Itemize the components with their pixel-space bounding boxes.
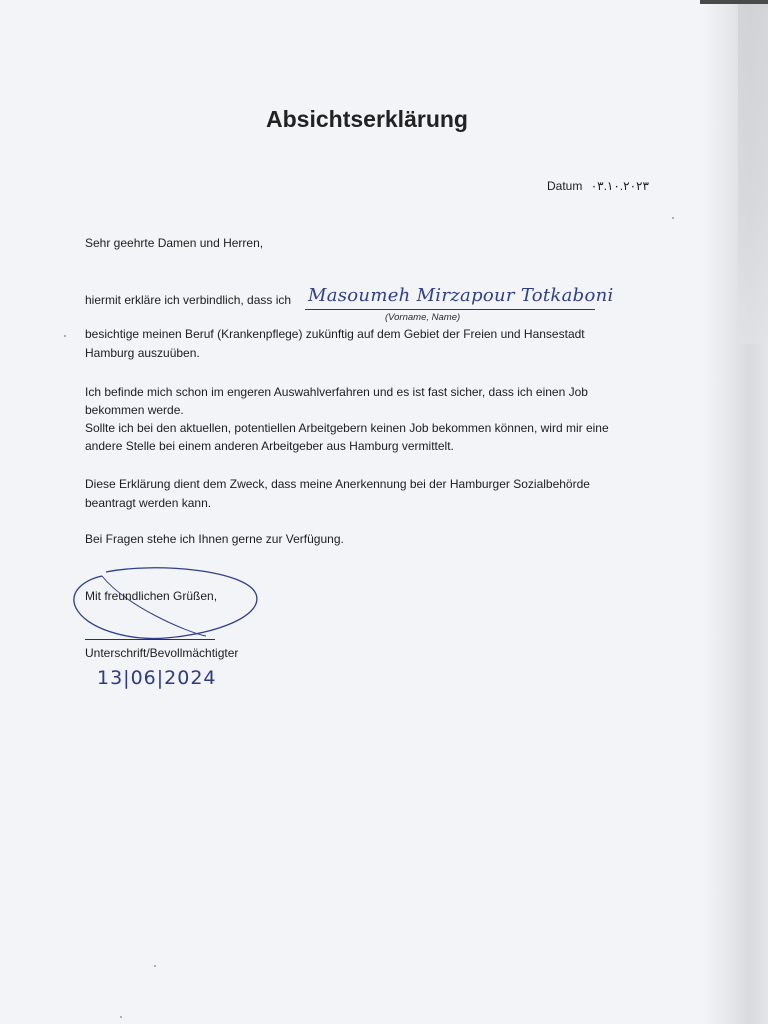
paragraph-1-line-2: Hamburg auszuüben. [85, 346, 200, 360]
questions-line: Bei Fragen stehe ich Ihnen gerne zur Verfügung. [85, 532, 344, 546]
scan-speck [154, 965, 156, 967]
handwritten-name: Masoumeh Mirzapour Totkaboni [308, 285, 614, 306]
paragraph-2-line-3: Sollte ich bei den aktuellen, potentiellen Arbeitgebern keinen Job bekommen können, wird mir eine [85, 421, 609, 435]
closing: Mit freundlichen Grüßen, [85, 589, 218, 603]
paragraph-2-line-2: bekommen werde. [85, 403, 184, 417]
document-title: Absichtserklärung [266, 106, 468, 132]
date-value: ٠٣.١٠.٢٠٢٣ [590, 179, 649, 193]
paragraph-2-line-1: Ich befinde mich schon im engeren Auswahlverfahren und es ist fast sicher, dass ich einen Job [85, 385, 588, 399]
salutation: Sehr geehrte Damen und Herren, [85, 236, 264, 250]
paragraph-3-line-1: Diese Erklärung dient dem Zweck, dass meine Anerkennung bei der Hamburger Sozialbehörde [85, 477, 590, 491]
handwritten-date: 13|06|2024 [97, 667, 217, 689]
signature-line [85, 639, 215, 640]
name-hint: (Vorname, Name) [385, 312, 461, 323]
signature-label: Unterschrift/Bevollmächtigter [85, 646, 239, 660]
paragraph-2-line-4: andere Stelle bei einem anderen Arbeitgeber aus Hamburg vermittelt. [85, 439, 454, 453]
intro-prefix: hiermit erkläre ich verbindlich, dass ich [85, 293, 292, 307]
scan-speck [120, 1016, 122, 1018]
date-label: Datum [547, 179, 583, 193]
paragraph-1-line-1: besichtige meinen Beruf (Krankenpflege) zukünftig auf dem Gebiet der Freien und Hansestadt [85, 327, 585, 341]
signature-scribble [66, 566, 266, 646]
date-line [547, 179, 649, 193]
name-underline [305, 309, 595, 310]
scan-edge-strip [738, 4, 768, 344]
scan-speck [672, 217, 674, 219]
scan-edge-top [700, 0, 768, 4]
scan-speck [64, 335, 66, 337]
paragraph-3-line-2: beantragt werden kann. [85, 496, 212, 510]
